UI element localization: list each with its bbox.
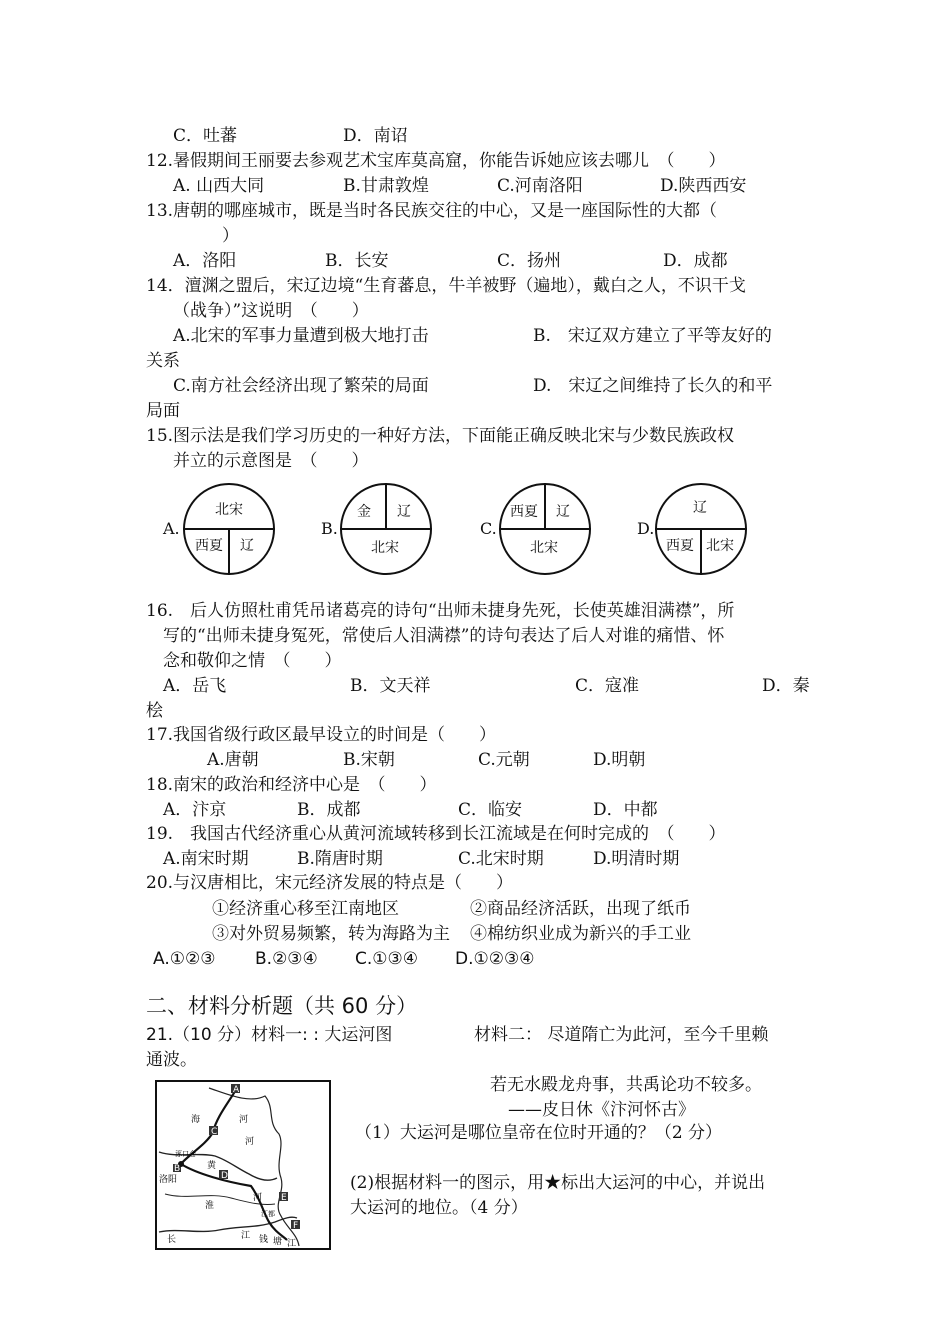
q14-option-c: C.南方社会经济出现了繁荣的局面	[173, 376, 429, 396]
diagram-c-divider	[499, 528, 591, 530]
q13-option-d: D．成都	[663, 251, 728, 271]
diagram-c-divider-v	[544, 483, 546, 528]
q21-sub-question-2-cont: 大运河的地位。（4 分）	[350, 1198, 528, 1218]
q19-stem: 19. 我国古代经济重心从黄河流域转移到长江流域是在何时完成的 （ ）	[146, 824, 726, 844]
q20-option-c: C.①③④	[355, 949, 418, 969]
diagram-b-top-left: 金	[357, 504, 371, 520]
diagram-c-top-right: 辽	[556, 504, 570, 520]
q20-stem: 20.与汉唐相比，宋元经济发展的特点是（ ）	[146, 873, 514, 893]
map-label-huang: 黄	[207, 1161, 217, 1171]
q14-option-b-cont: 关系	[146, 351, 180, 371]
map-label-he-3: 河	[253, 1193, 263, 1203]
q21-sub-question-1: （1）大运河是哪位皇帝在位时开通的？（2 分）	[355, 1123, 723, 1143]
section-2-heading: 二、材料分析题（共 60 分）	[146, 994, 418, 1018]
map-label-huai: 淮	[205, 1201, 215, 1211]
q14-option-a: A.北宋的军事力量遭到极大地打击	[173, 326, 429, 346]
q14-option-b: B. 宋辽双方建立了平等友好的	[533, 326, 772, 346]
map-label-a: A	[233, 1085, 240, 1095]
diagram-a-top: 北宋	[215, 502, 243, 518]
q19-option-d: D.明清时期	[593, 849, 680, 869]
diagram-b-divider-v	[385, 483, 387, 528]
diagram-a-label: A.	[163, 519, 180, 538]
q21-material-2: 材料二： 尽道隋亡为此河，至今千里赖	[474, 1025, 769, 1045]
map-label-zhuokoucang: 涿口仓	[175, 1150, 196, 1158]
q12-option-d: D.陕西西安	[660, 176, 747, 196]
map-label-he-2: 河	[245, 1137, 255, 1147]
map-label-b: B	[174, 1164, 181, 1174]
map-label-e: E	[281, 1193, 287, 1203]
q13-stem: 13.唐朝的哪座城市，既是当时各民族交往的中心，又是一座国际性的大都（	[146, 201, 718, 221]
map-label-jiangdu: 江都	[261, 1210, 275, 1218]
map-label-qian: 钱	[259, 1235, 269, 1245]
q21-material-2-cont: 通波。	[146, 1050, 197, 1070]
q13-option-c: C．扬州	[497, 251, 562, 271]
q21-sub-question-2: (2)根据材料一的图示，用★标出大运河的中心，并说出	[350, 1173, 766, 1193]
diagram-c-top-left: 西夏	[510, 504, 538, 520]
q16-stem-3: 念和敬仰之情 （ ）	[163, 651, 342, 671]
q20-item-3: ③对外贸易频繁，转为海路为主	[212, 924, 450, 944]
q21-poem-author: ——皮日休《汴河怀古》	[508, 1100, 695, 1120]
map-label-tang: 塘	[273, 1237, 283, 1247]
q18-option-c: C．临安	[458, 800, 523, 820]
diagram-d-divider-v	[700, 528, 702, 575]
diagram-d-top: 辽	[693, 500, 707, 516]
q21-poem-line-2: 若无水殿龙舟事，共禹论功不较多。	[490, 1075, 762, 1095]
q17-stem: 17.我国省级行政区最早设立的时间是（ ）	[146, 725, 497, 745]
map-label-chang: 长	[167, 1235, 177, 1245]
q18-option-b: B．成都	[297, 800, 361, 820]
diagram-b-top-right: 辽	[397, 504, 411, 520]
q14-stem: 14．澶渊之盟后，宋辽边境“生育蕃息，牛羊被野（遍地），戴白之人，不识干戈	[146, 276, 746, 296]
q17-option-a: A.唐朝	[207, 750, 259, 770]
q20-item-4: ④棉纺织业成为新兴的手工业	[470, 924, 691, 944]
q17-option-c: C.元朝	[478, 750, 530, 770]
grand-canal-map-drawing	[157, 1082, 329, 1248]
q17-option-d: D.明朝	[593, 750, 646, 770]
q14-option-d: D. 宋辽之间维持了长久的和平	[533, 376, 773, 396]
q13-stem-end: ）	[222, 226, 239, 246]
diagram-c-label: C.	[480, 519, 497, 538]
map-label-jiang-2: 江	[287, 1239, 297, 1248]
q11-option-c: C．吐蕃	[173, 126, 238, 146]
q18-stem: 18.南宋的政治和经济中心是 （ ）	[146, 775, 437, 795]
map-label-luoyang: 洛阳	[159, 1175, 178, 1185]
q18-option-a: A．汴京	[163, 800, 227, 820]
q16-option-a: A．岳飞	[163, 676, 227, 696]
q17-option-b: B.宋朝	[343, 750, 395, 770]
q21-head: 21.（10 分）材料一: : 大运河图	[146, 1025, 393, 1045]
q16-option-d-cont: 桧	[146, 701, 163, 721]
map-label-jiang-1: 江	[241, 1231, 251, 1241]
q15-stem: 15.图示法是我们学习历史的一种好方法，下面能正确反映北宋与少数民族政权	[146, 426, 735, 446]
q15-stem-2: 并立的示意图是 （ ）	[173, 451, 369, 471]
diagram-d-bottom-right: 北宋	[706, 538, 734, 554]
q20-option-a: A.①②③	[153, 949, 216, 969]
diagram-a-bottom-left: 西夏	[195, 538, 223, 554]
q16-stem-2: 写的“出师未捷身冤死，常使后人泪满襟”的诗句表达了后人对谁的痛惜、怀	[163, 626, 725, 646]
q20-item-2: ②商品经济活跃，出现了纸币	[470, 899, 691, 919]
grand-canal-map	[155, 1080, 331, 1250]
q13-option-b: B．长安	[325, 251, 389, 271]
q11-option-d: D．南诏	[343, 126, 408, 146]
q12-stem: 12.暑假期间王丽要去参观艺术宝库莫高窟，你能告诉她应该去哪儿 （ ）	[146, 151, 726, 171]
map-label-c: C	[211, 1127, 218, 1137]
map-label-he-1: 河	[239, 1115, 249, 1125]
diagram-a-divider-v	[228, 528, 230, 575]
q16-option-d: D．秦	[762, 676, 810, 696]
diagram-d-label: D.	[637, 519, 655, 538]
q19-option-a: A.南宋时期	[163, 849, 249, 869]
q16-option-b: B．文天祥	[350, 676, 431, 696]
map-label-f: F	[293, 1221, 299, 1231]
q16-stem: 16. 后人仿照杜甫凭吊诸葛亮的诗句“出师未捷身先死，长使英雄泪满襟”，所	[146, 601, 735, 621]
q12-option-c: C.河南洛阳	[497, 176, 583, 196]
q13-option-a: A．洛阳	[173, 251, 237, 271]
diagram-a-bottom-right: 辽	[240, 538, 254, 554]
map-label-d: D	[221, 1171, 228, 1181]
q20-option-d: D.①②③④	[455, 949, 535, 969]
q12-option-a: A. 山西大同	[173, 176, 265, 196]
q14-option-d-cont: 局面	[146, 401, 180, 421]
q16-option-c: C．寇准	[575, 676, 640, 696]
diagram-d-bottom-left: 西夏	[666, 538, 694, 554]
q20-item-1: ①经济重心移至江南地区	[212, 899, 399, 919]
q12-option-b: B.甘肃敦煌	[343, 176, 429, 196]
q19-option-b: B.隋唐时期	[297, 849, 383, 869]
diagram-b-label: B.	[321, 519, 338, 538]
diagram-b-divider	[340, 528, 432, 530]
q14-stem-2: （战争）”这说明 （ ）	[173, 301, 369, 321]
q20-option-b: B.②③④	[255, 949, 318, 969]
diagram-c-bottom: 北宋	[530, 540, 558, 556]
q18-option-d: D．中都	[593, 800, 658, 820]
q19-option-c: C.北宋时期	[458, 849, 544, 869]
map-label-hai: 海	[191, 1115, 201, 1125]
diagram-b-bottom: 北宋	[371, 540, 399, 556]
